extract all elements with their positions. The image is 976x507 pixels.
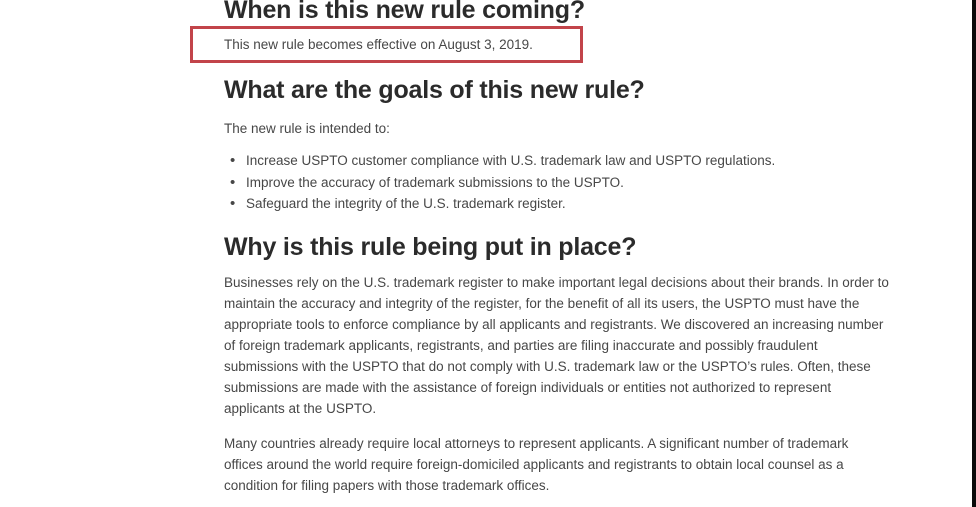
paragraph-line: Many countries already require local attorneys to represent applicants. A significant number of trademark (224, 436, 849, 451)
section-heading-why: Why is this rule being put in place? (224, 233, 637, 261)
paragraph-line: offices around the world require foreign-domiciled applicants and registrants to obtain local counsel as a (224, 457, 844, 472)
paragraph-line: maintain the accuracy and integrity of the register, for the benefit of all its users, the USPTO must have the (224, 296, 860, 311)
paragraph-line: of foreign trademark applicants, registrants, and parties are filing inaccurate and possibly fraudulent (224, 338, 818, 353)
section-heading-goals: What are the goals of this new rule? (224, 76, 645, 104)
goals-bullet-item: • Increase USPTO customer compliance with U.S. trademark law and USPTO regulations. (224, 150, 775, 172)
paragraph-line: applicants at the USPTO. (224, 401, 377, 416)
paragraph-line: condition for filing papers with those trademark offices. (224, 478, 550, 493)
paragraph-line: submissions are made with the assistance of foreign individuals or entities not authorized to represent (224, 380, 832, 395)
why-paragraph-1 (224, 272, 889, 419)
paragraph-line: submissions with the USPTO that do not comply with U.S. trademark law or the USPTO’s rules. Often, these (224, 359, 871, 374)
why-paragraph-2 (224, 433, 848, 496)
paragraph-line: appropriate tools to enforce compliance by all applicants and registrants. We discovered an increasing number (224, 317, 884, 332)
goals-intro-text: The new rule is intended to: (224, 121, 390, 136)
red-annotation-box (190, 26, 583, 63)
goals-bullet-item: • Improve the accuracy of trademark submissions to the USPTO. (224, 172, 775, 194)
screenshot-right-edge-bar (972, 0, 976, 507)
goals-bullet-list (224, 150, 775, 215)
goals-bullet-item: • Safeguard the integrity of the U.S. trademark register. (224, 193, 775, 215)
effective-date-text: This new rule becomes effective on August 3, 2019. (224, 37, 533, 52)
paragraph-line: Businesses rely on the U.S. trademark register to make important legal decisions about their brands. In order to (224, 275, 889, 290)
section-heading-when: When is this new rule coming? (224, 0, 585, 24)
